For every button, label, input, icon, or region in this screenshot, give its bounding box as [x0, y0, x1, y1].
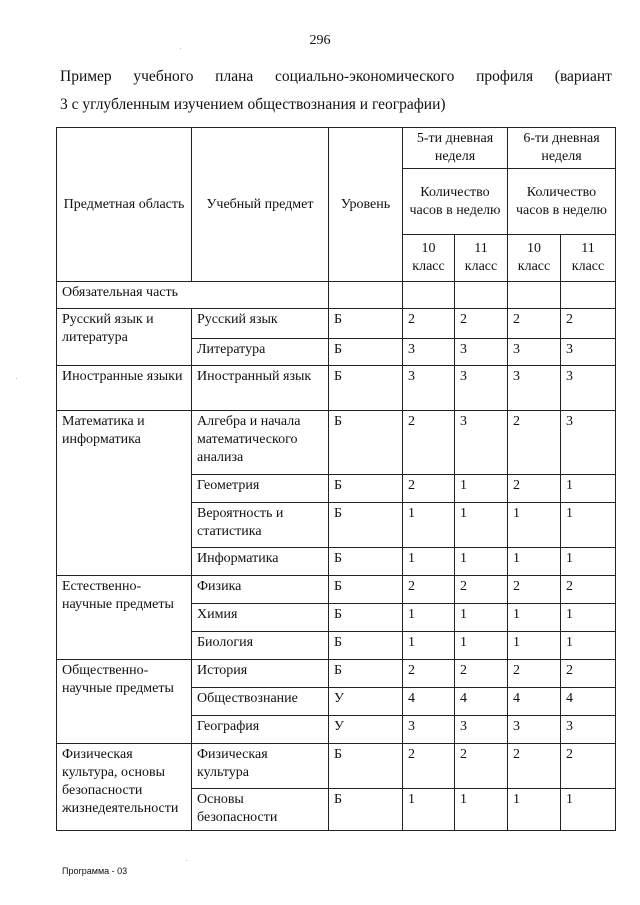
subject-level: У — [329, 688, 403, 716]
scan-speck — [16, 378, 17, 379]
subject-level: Б — [329, 548, 403, 576]
subject-level: Б — [329, 604, 403, 632]
header-subject-area: Предметная область — [57, 128, 192, 282]
subject-level: У — [329, 716, 403, 744]
hours-5d-grade10: 1 — [403, 548, 455, 576]
hours-5d-grade11: 1 — [455, 548, 508, 576]
hours-5d-grade11: 2 — [455, 309, 508, 339]
subject-name: Обществознание — [192, 688, 329, 716]
hours-6d-grade10: 3 — [508, 339, 561, 366]
hours-6d-grade10: 2 — [508, 475, 561, 503]
hours-6d-grade11: 3 — [561, 339, 616, 366]
hours-5d-grade10: 4 — [403, 688, 455, 716]
header-grade-10: 10 класс — [403, 235, 455, 282]
hours-5d-grade10: 3 — [403, 366, 455, 411]
header-6-day-week: 6-ти дневная неделя — [508, 128, 616, 169]
hours-6d-grade10: 1 — [508, 789, 561, 831]
subject-area: Естественно-научные предметы — [57, 576, 192, 660]
subject-name: Иностранный язык — [192, 366, 329, 411]
hours-5d-grade11: 1 — [455, 604, 508, 632]
hours-5d-grade11: 3 — [455, 339, 508, 366]
subject-name: Геометрия — [192, 475, 329, 503]
subject-name: История — [192, 660, 329, 688]
heading-word: (вариант — [554, 68, 612, 85]
hours-6d-grade10: 3 — [508, 366, 561, 411]
subject-level: Б — [329, 744, 403, 789]
hours-5d-grade11: 2 — [455, 576, 508, 604]
subject-area: Русский язык и литература — [57, 309, 192, 366]
heading-word: учебного — [133, 68, 194, 85]
heading-word: Пример — [60, 68, 112, 85]
hours-5d-grade11: 1 — [455, 789, 508, 831]
header-subject: Учебный предмет — [192, 128, 329, 282]
hours-6d-grade11: 2 — [561, 744, 616, 789]
hours-6d-grade11: 2 — [561, 309, 616, 339]
hours-6d-grade11: 1 — [561, 789, 616, 831]
page-number: 296 — [309, 33, 331, 48]
subject-name: Основы безопасности — [192, 789, 329, 831]
hours-5d-grade10: 3 — [403, 339, 455, 366]
hours-6d-grade11: 1 — [561, 503, 616, 548]
hours-6d-grade10: 1 — [508, 503, 561, 548]
hours-5d-grade11: 1 — [455, 632, 508, 660]
subject-area: Общественно-научные предметы — [57, 660, 192, 744]
header-level: Уровень — [329, 128, 403, 282]
subject-name: Русский язык — [192, 309, 329, 339]
hours-6d-grade10: 1 — [508, 548, 561, 576]
hours-6d-grade11: 1 — [561, 475, 616, 503]
scan-speck — [180, 48, 181, 49]
subject-name: Физическая культура — [192, 744, 329, 789]
hours-5d-grade10: 2 — [403, 411, 455, 475]
heading-line-2: 3 с углубленным изучением обществознания и географии) — [60, 96, 446, 113]
subject-name: География — [192, 716, 329, 744]
subject-level: Б — [329, 366, 403, 411]
hours-5d-grade11: 3 — [455, 366, 508, 411]
hours-5d-grade10: 2 — [403, 576, 455, 604]
subject-name: Химия — [192, 604, 329, 632]
subject-name: Биология — [192, 632, 329, 660]
subject-name: Вероятность и статистика — [192, 503, 329, 548]
hours-6d-grade11: 1 — [561, 604, 616, 632]
subject-name: Литература — [192, 339, 329, 366]
hours-6d-grade11: 3 — [561, 411, 616, 475]
hours-6d-grade11: 4 — [561, 688, 616, 716]
subject-level: Б — [329, 475, 403, 503]
heading-word: социально-экономического — [274, 68, 455, 85]
subject-name: Информатика — [192, 548, 329, 576]
hours-5d-grade10: 2 — [403, 309, 455, 339]
curriculum-table — [56, 127, 616, 831]
heading-word: профиля — [476, 68, 534, 85]
hours-5d-grade10: 1 — [403, 604, 455, 632]
section-mandatory: Обязательная часть — [57, 282, 329, 309]
subject-level: Б — [329, 309, 403, 339]
header-grade-11: 11 класс — [455, 235, 508, 282]
header-hours-per-week: Количество часов в неделю — [403, 169, 508, 235]
header-grade-10: 10 класс — [508, 235, 561, 282]
hours-6d-grade10: 2 — [508, 660, 561, 688]
subject-level: Б — [329, 339, 403, 366]
hours-5d-grade11: 3 — [455, 411, 508, 475]
hours-5d-grade10: 2 — [403, 744, 455, 789]
subject-level: Б — [329, 660, 403, 688]
header-grade-11: 11 класс — [561, 235, 616, 282]
hours-5d-grade11: 2 — [455, 660, 508, 688]
subject-level: Б — [329, 411, 403, 475]
hours-6d-grade10: 4 — [508, 688, 561, 716]
hours-5d-grade11: 1 — [455, 503, 508, 548]
hours-6d-grade10: 1 — [508, 632, 561, 660]
hours-5d-grade10: 3 — [403, 716, 455, 744]
subject-level: Б — [329, 632, 403, 660]
subject-name: Физика — [192, 576, 329, 604]
hours-6d-grade11: 3 — [561, 716, 616, 744]
hours-6d-grade10: 2 — [508, 309, 561, 339]
hours-6d-grade10: 3 — [508, 716, 561, 744]
hours-5d-grade11: 1 — [455, 475, 508, 503]
hours-5d-grade10: 1 — [403, 632, 455, 660]
hours-6d-grade11: 3 — [561, 366, 616, 411]
hours-6d-grade11: 2 — [561, 576, 616, 604]
hours-5d-grade10: 2 — [403, 660, 455, 688]
hours-6d-grade10: 1 — [508, 604, 561, 632]
hours-5d-grade10: 2 — [403, 475, 455, 503]
hours-5d-grade11: 3 — [455, 716, 508, 744]
scan-speck — [186, 860, 187, 861]
hours-6d-grade10: 2 — [508, 576, 561, 604]
hours-6d-grade11: 1 — [561, 548, 616, 576]
header-5-day-week: 5-ти дневная неделя — [403, 128, 508, 169]
header-hours-per-week: Количество часов в неделю — [508, 169, 616, 235]
subject-level: Б — [329, 789, 403, 831]
hours-6d-grade10: 2 — [508, 744, 561, 789]
hours-6d-grade11: 1 — [561, 632, 616, 660]
subject-area: Физическая культура, основы безопасности жизнедеятельности — [57, 744, 192, 831]
hours-5d-grade11: 4 — [455, 688, 508, 716]
hours-6d-grade11: 2 — [561, 660, 616, 688]
heading-word: плана — [215, 68, 254, 85]
subject-area: Математика и информатика — [57, 411, 192, 576]
hours-5d-grade10: 1 — [403, 789, 455, 831]
hours-5d-grade10: 1 — [403, 503, 455, 548]
page-heading — [60, 63, 612, 119]
subject-level: Б — [329, 576, 403, 604]
subject-level: Б — [329, 503, 403, 548]
hours-6d-grade10: 2 — [508, 411, 561, 475]
heading-line-1 — [60, 63, 612, 91]
hours-5d-grade11: 2 — [455, 744, 508, 789]
subject-name: Алгебра и начала математического анализа — [192, 411, 329, 475]
subject-area: Иностранные языки — [57, 366, 192, 411]
footer-program-code: Программа - 03 — [62, 866, 128, 876]
